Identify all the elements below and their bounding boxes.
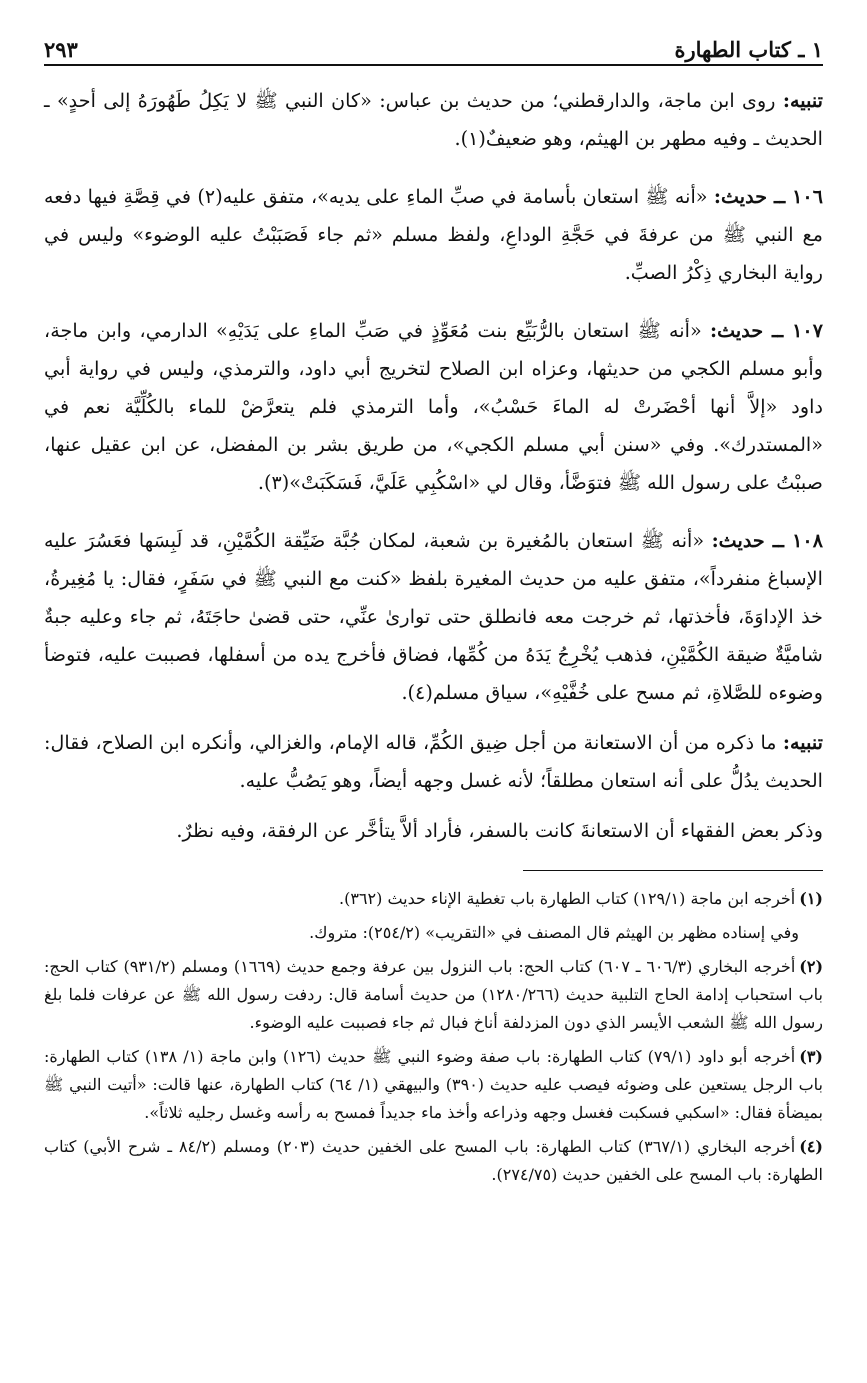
footnote-text: أخرجه أبو داود (٧٩/١) كتاب الطهارة: باب صفة وضوء النبي ﷺ حديث (١٢٦) وابن ماجة (١/ ١٣٨) كتاب الطهارة: باب الرجل يستعين على وضوئه فيصب عليه حديث (٣٩٠) والبيهقي (١/ ٦٤) كتاب الطهارة، عنها قالت: «أتيت النبي ﷺ بميضأة فقال: «اسكبي فسكبت فغسل وجهه وذراعه وأخذ ماء جديداً فمسح به رأسه وغسل رجليه ثلاثاً». — [44, 1047, 823, 1122]
paragraph-closing — [44, 812, 823, 850]
paragraph-hadith-107 — [44, 312, 823, 502]
chapter-title: ١ ـ كتاب الطهارة — [674, 37, 823, 62]
footnote-divider — [523, 870, 823, 871]
paragraph-hadith-108 — [44, 522, 823, 712]
paragraph-text: «أنه ﷺ استعان بأسامة في صبِّ الماءِ على يديه»، متفق عليه(٢) في قِصَّةِ فيها دفعه مع النبي ﷺ من عرفةَ في حَجَّةِ الوداعِ، ولفظ مسلم «ثم جاء فَصَبَبْتُ عليه الوضوء» وليس في رواية البخاري ذِكْرُ الصبِّ. — [44, 185, 823, 284]
paragraph-lead: تنبيه: — [782, 89, 823, 112]
footnote-text: أخرجه البخاري (٦٠٦/٣ ـ ٦٠٧) كتاب الحج: باب النزول بين عرفة وجمع حديث (١٦٦٩) ومسلم (٩٣١/٢) كتاب الحج: باب استحباب إدامة الحاج التلبية حديث (١٢٨٠/٢٦٦) من حديث أسامة قال: ردفت رسول الله ﷺ عن عرفات فلما بلغ رسول الله ﷺ الشعب الأيسر الذي دون المزدلفة أناخ فبال ثم جاء فصببت عليه الوضوء. — [44, 957, 823, 1032]
footnote-3 — [44, 1043, 823, 1127]
page-header — [44, 28, 823, 62]
footnote-2 — [44, 953, 823, 1037]
header-rule — [44, 64, 823, 66]
paragraph-text: «أنه ﷺ استعان بالمُغيرة بن شعبة، لمكان جُبَّة ضَيِّقة الكُمَّيْنِ، قد لَبِسَها فعَسُرَ عليه الإسباغ منفرداً»، متفق عليه من حديث المغيرة بلفظ «كنت مع النبي ﷺ في سَفَرٍ، فقال: يا مُغِيرةُ، خذ الإداوَةَ، فأخذتها، ثم خرجت معه فانطلق حتى توارىٰ عنِّي، حتى قضىٰ حاجَتَهُ، ثم جاء وعليه جبةٌ شاميَّةٌ ضيقة الكُمَّيْنِ، فذهب يُخْرِجُ يَدَهُ من كُمِّها، فضاق فأخرج يده من أسفلها، فصببت عليه، فتوضأ وضوءه للصَّلاةِ، ثم مسح على خُفَّيْهِ»، سياق مسلم(٤). — [44, 529, 823, 704]
paragraph-note-2 — [44, 724, 823, 800]
footnotes — [44, 885, 823, 1189]
footnote-number: (٣) — [799, 1047, 823, 1066]
footnote-text: أخرجه ابن ماجة (١٢٩/١) كتاب الطهارة باب تغطية الإناء حديث (٣٦٢). — [339, 889, 796, 908]
footnote-1-extra: وفي إسناده مظهر بن الهيثم قال المصنف في «التقريب» (٢٥٤/٢): متروك. — [309, 923, 799, 942]
paragraph-hadith-106 — [44, 178, 823, 292]
paragraph-lead: ١٠٦ ــ حديث: — [713, 185, 823, 208]
footnote-text: أخرجه البخاري (٣٦٧/١) كتاب الطهارة: باب المسح على الخفين حديث (٢٠٣) ومسلم (٨٤/٢ ـ شرح الأبي) كتاب الطهارة: باب المسح على الخفين حديث (٢٧٤/٧٥). — [44, 1137, 823, 1184]
footnote-number: (٤) — [799, 1137, 823, 1156]
paragraph-text: ما ذكره من أن الاستعانة من أجل ضِيق الكُمِّ، قاله الإمام، والغزالي، وأنكره ابن الصلاح، فقال: الحديث يدُلُّ على أنه استعان مطلقاً؛ لأنه غسل وجهه أيضاً، وهو يَصُبُّ عليه. — [44, 731, 823, 792]
paragraph-text: وذكر بعض الفقهاء أن الاستعانةَ كانت بالسفر، فأراد ألاَّ يتأخَّر عن الرفقة، وفيه نظرٌ. — [176, 819, 823, 842]
footnote-1 — [44, 885, 823, 913]
paragraph-note-1 — [44, 82, 823, 158]
footnote-4 — [44, 1133, 823, 1189]
paragraph-lead: ١٠٧ ــ حديث: — [709, 319, 824, 342]
main-text — [44, 82, 823, 850]
paragraph-text: «أنه ﷺ استعان بالرُّبَيِّع بنت مُعَوِّذٍ في صَبِّ الماءِ على يَدَيْهِ» الدارمي، وابن ماجة، وأبو مسلم الكجي من حديثها، وعزاه ابن الصلاح لتخريج أبي داود، والترمذي، وليس في رواية أبي داود «إلاَّ أنها أحْضَرتْ له الماءَ حَسْبُ»، وأما الترمذي فلم يتعرَّضْ للماء بالكُلِّيَّة نعم في «المستدرك». وفي «سنن أبي مسلم الكجي»، من طريق بشر بن المفضل، عن ابن عقيل عنها، صببْتُ على رسول الله ﷺ فتوَضَّأ، وقال لي «اسْكُبِي عَلَيَّ، فَسَكَبَتْ»(٣). — [44, 319, 823, 494]
footnote-number: (١) — [799, 889, 823, 908]
footnote-number: (٢) — [799, 957, 824, 976]
paragraph-lead: ١٠٨ ــ حديث: — [711, 529, 824, 552]
paragraph-text: روى ابن ماجة، والدارقطني؛ من حديث بن عباس: «كان النبي ﷺ لا يَكِلُ طَهُورَهُ إلى أحدٍ» ـ الحديث ـ وفيه مطهر بن الهيثم، وهو ضعيفٌ(١). — [44, 89, 823, 150]
paragraph-lead: تنبيه: — [782, 731, 823, 754]
page-number: ٢٩٣ — [44, 37, 78, 62]
